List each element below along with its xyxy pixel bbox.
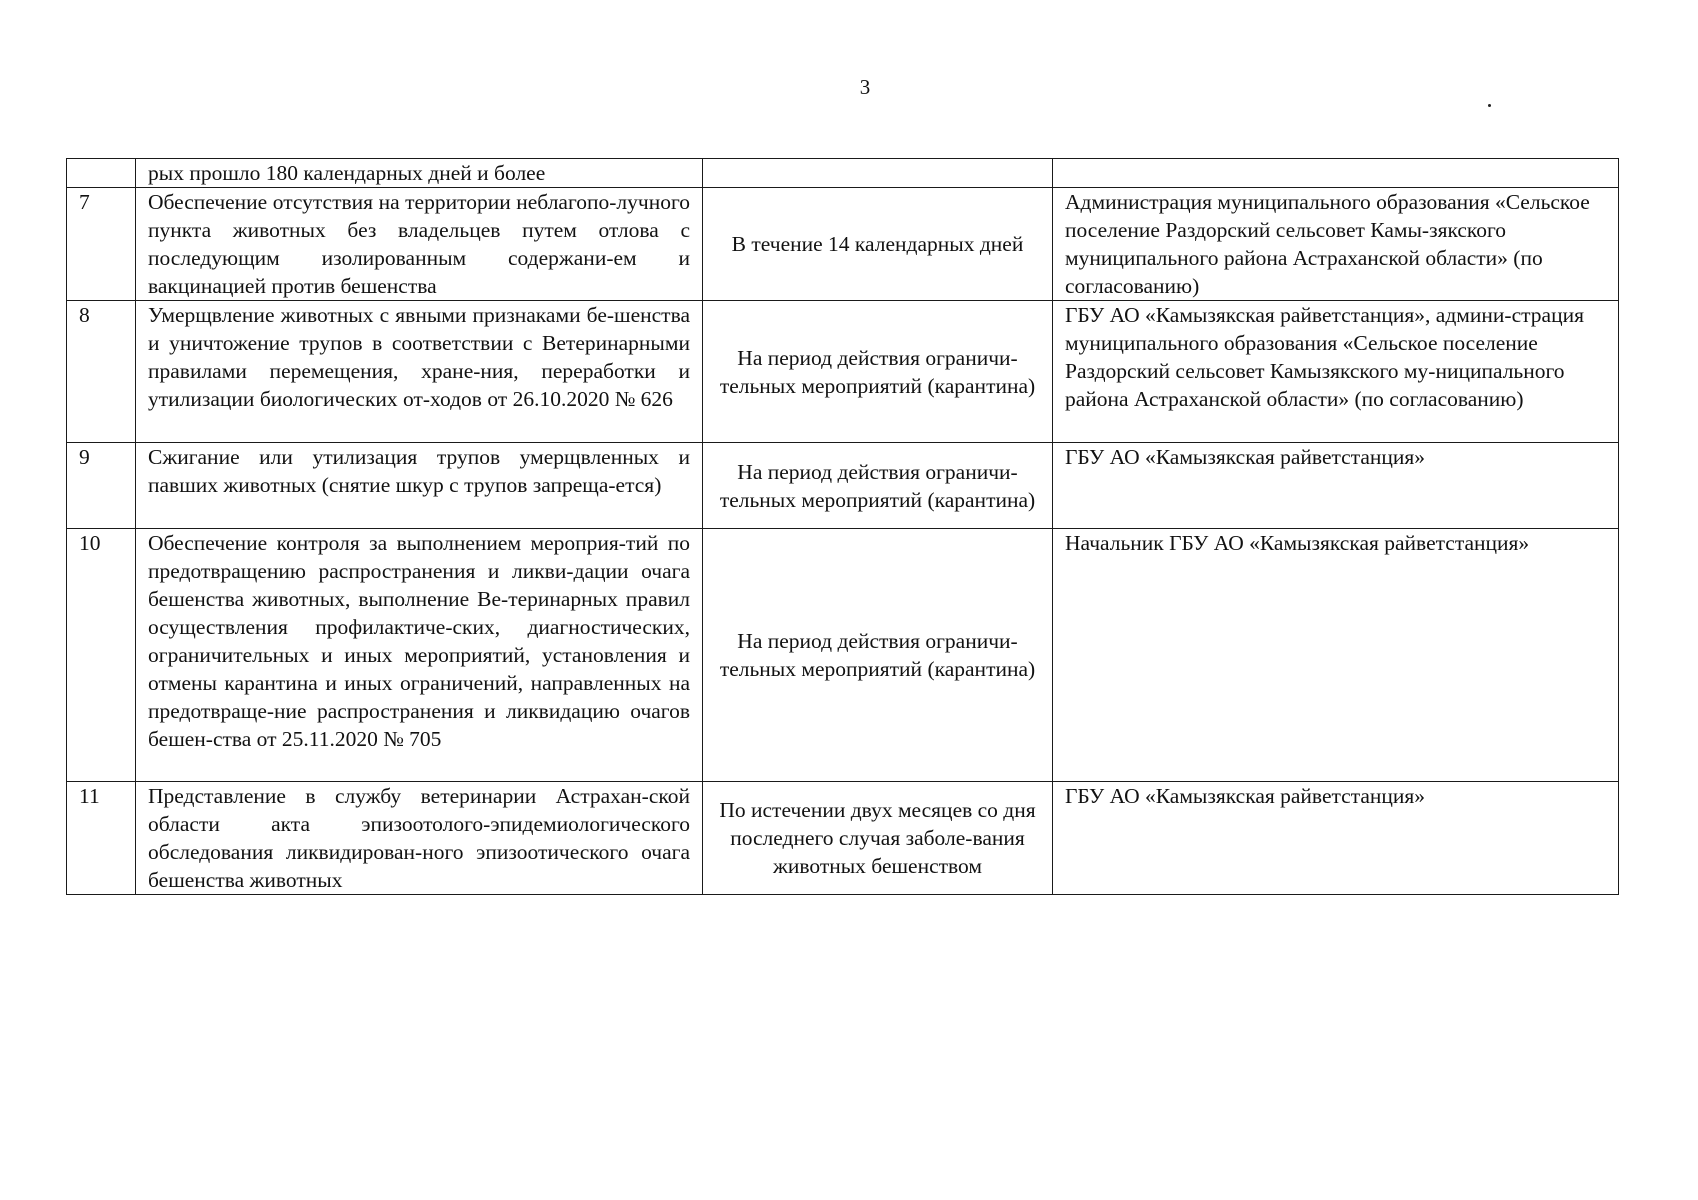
deadline-cell: По истечении двух месяцев со дня последнего случая заболе-вания животных бешенством (703, 782, 1053, 895)
row-number-cell (67, 159, 136, 188)
action-cell: Обеспечение контроля за выполнением мероприя-тий по предотвращению распространения и ликви-дации очага бешенства животных, выполнение Ве-теринарных правил осуществления профилактиче-ских, диагностических, ограничительных и иных мероприятий, установления и отмены карантина и иных ограничений, направленных на предотвраще-ние распространения и ликвидацию очагов бешен-ства от 25.11.2020 № 705 (136, 529, 703, 782)
responsible-cell: ГБУ АО «Камызякская райветстанция» (1053, 782, 1619, 895)
row-number-cell: 9 (67, 443, 136, 529)
deadline-cell (703, 159, 1053, 188)
responsible-cell: Администрация муниципального образования «Сельское поселение Раздорский сельсовет Камы-зякского муниципального района Астраханской области» (по согласованию) (1053, 188, 1619, 301)
responsible-cell: ГБУ АО «Камызякская райветстанция» (1053, 443, 1619, 529)
action-cell: Умерщвление животных с явными признаками бе-шенства и уничтожение трупов в соответствии с Ветеринарными правилами перемещения, хране-ния, переработки и утилизации биологических от-ходов от 26.10.2020 № 626 (136, 301, 703, 443)
table-row (67, 782, 1619, 895)
action-cell: Представление в службу ветеринарии Астрахан-ской области акта эпизоотолого-эпидемиологического обследования ликвидирован-ного эпизоотического очага бешенства животных (136, 782, 703, 895)
row-number-cell: 7 (67, 188, 136, 301)
row-number-cell: 8 (67, 301, 136, 443)
table-row (67, 159, 1619, 188)
table-row (67, 443, 1619, 529)
responsible-cell: ГБУ АО «Камызякская райветстанция», админи-страция муниципального образования «Сельское поселение Раздорский сельсовет Камызякского му-ниципального района Астраханской области» (по согласованию) (1053, 301, 1619, 443)
row-number-cell: 11 (67, 782, 136, 895)
page-number: 3 (859, 75, 871, 99)
deadline-cell: На период действия ограничи-тельных мероприятий (карантина) (703, 529, 1053, 782)
action-cell: рых прошло 180 календарных дней и более (136, 159, 703, 188)
action-cell: Сжигание или утилизация трупов умерщвленных и павших животных (снятие шкур с трупов запреща-ется) (136, 443, 703, 529)
deadline-cell: На период действия ограничи-тельных мероприятий (карантина) (703, 443, 1053, 529)
scan-dot-mark (1488, 104, 1491, 107)
table-row (67, 529, 1619, 782)
deadline-cell: На период действия ограничи-тельных мероприятий (карантина) (703, 301, 1053, 443)
measures-table (66, 158, 1619, 895)
table-row (67, 301, 1619, 443)
responsible-cell: Начальник ГБУ АО «Камызякская райветстанция» (1053, 529, 1619, 782)
table-row (67, 188, 1619, 301)
deadline-cell: В течение 14 календарных дней (703, 188, 1053, 301)
row-number-cell: 10 (67, 529, 136, 782)
action-cell: Обеспечение отсутствия на территории неблагопо-лучного пункта животных без владельцев путем отлова с последующим изолированным содержани-ем и вакцинацией против бешенства (136, 188, 703, 301)
responsible-cell (1053, 159, 1619, 188)
